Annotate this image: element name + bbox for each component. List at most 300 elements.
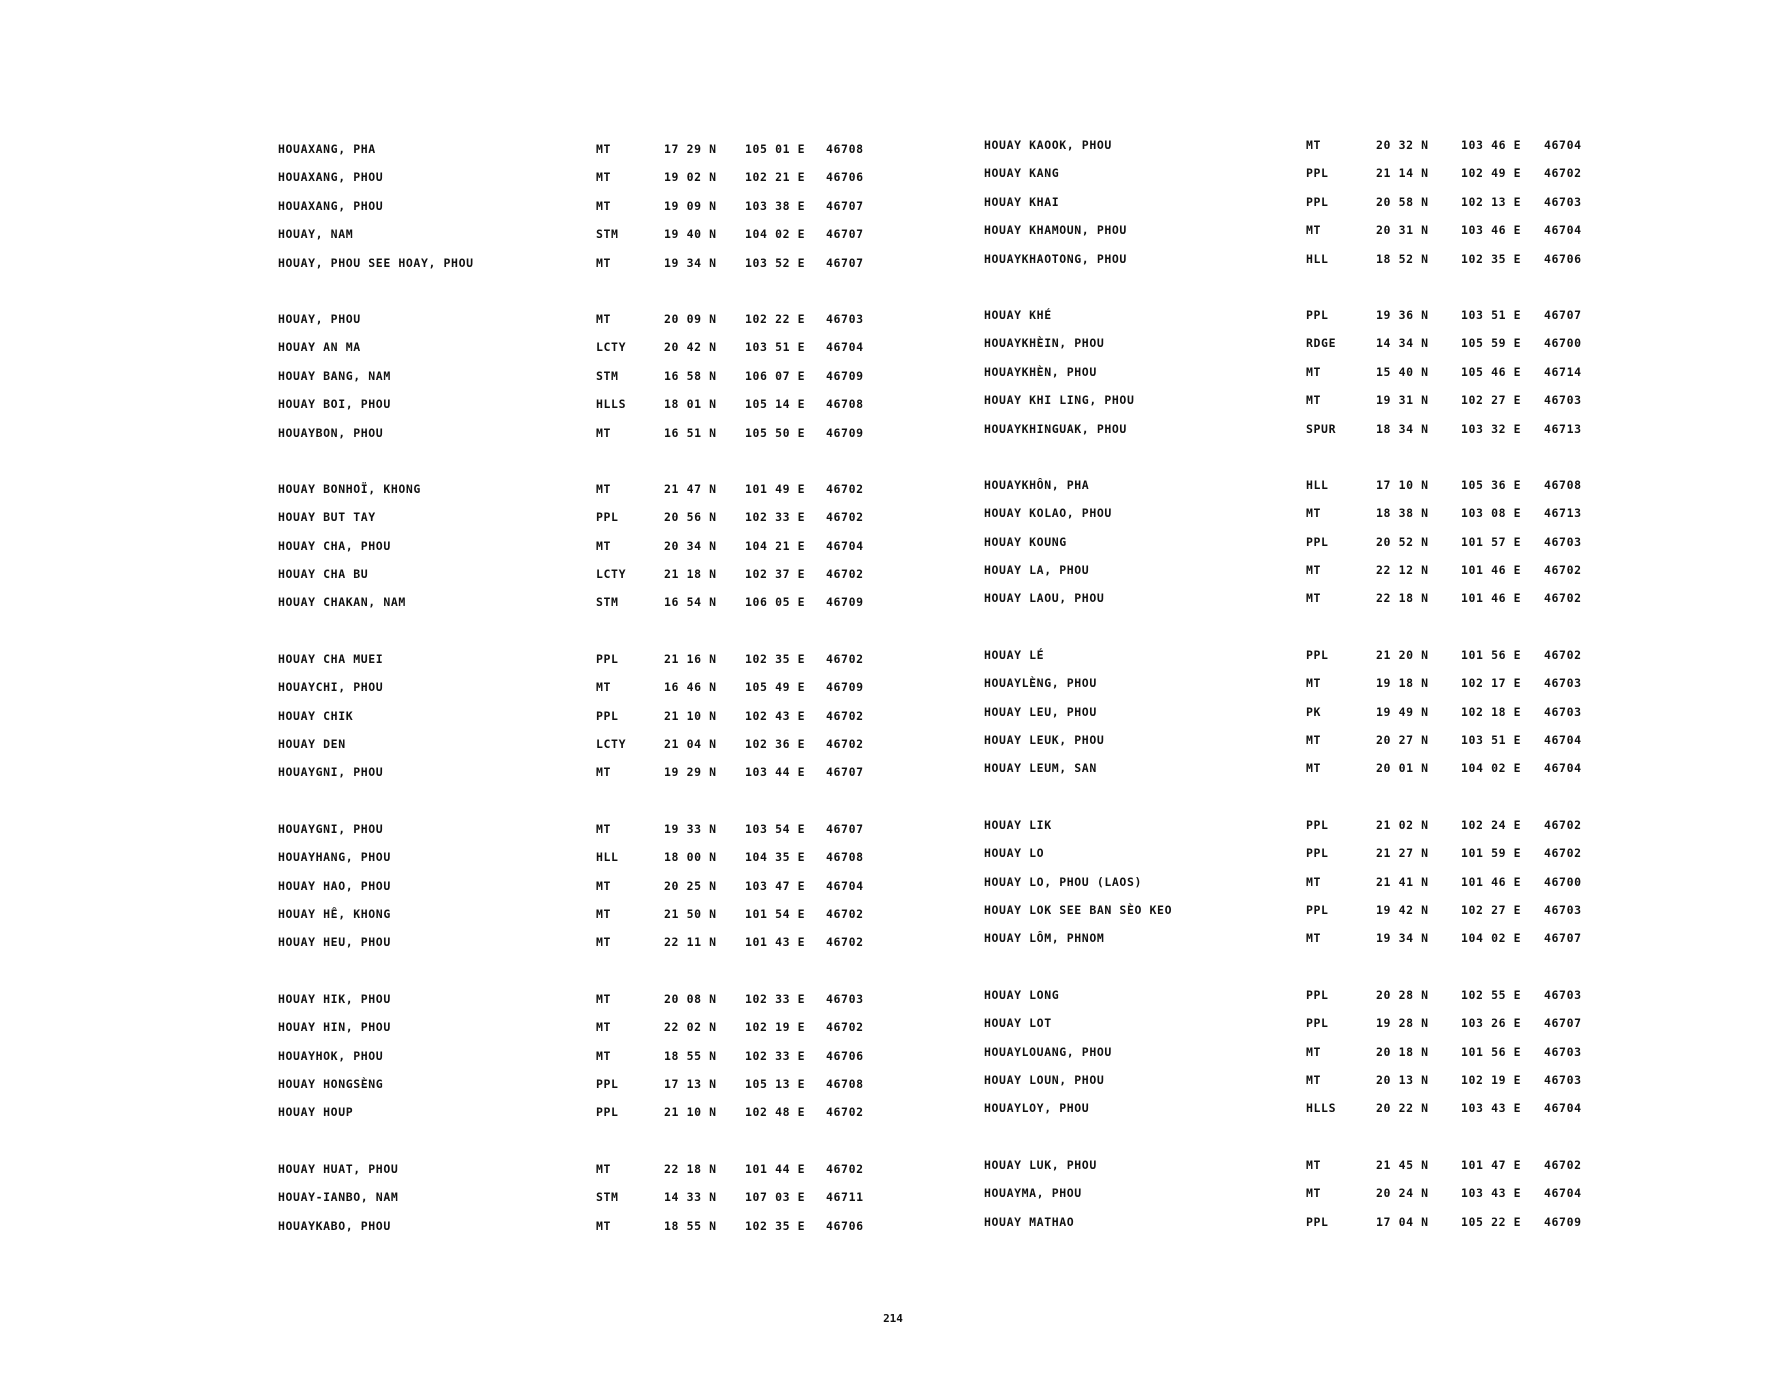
entry-row: [984, 134, 1664, 162]
longitude: 102 18 E: [1461, 704, 1522, 719]
place-name: HOUAY CHA BU: [278, 567, 369, 582]
map-code: 46702: [826, 1105, 864, 1120]
longitude: 105 14 E: [745, 397, 806, 412]
feature-type: PPL: [1306, 902, 1329, 917]
entry-row: [984, 332, 1664, 360]
entry-row: [984, 1097, 1664, 1125]
entry-row: [984, 757, 1664, 785]
map-code: 46702: [1544, 846, 1582, 861]
entry-row: [984, 418, 1664, 446]
latitude: 16 58 N: [664, 368, 717, 383]
map-code: 46702: [826, 651, 864, 666]
entry-row: [984, 984, 1664, 1012]
place-name: HOUAYBON, PHOU: [278, 425, 384, 440]
entry-row: [278, 422, 958, 450]
longitude: 102 35 E: [745, 651, 806, 666]
entry-group: [278, 988, 958, 1130]
entry-group: [984, 304, 1664, 446]
map-code: 46713: [1544, 506, 1582, 521]
longitude: 102 27 E: [1461, 902, 1522, 917]
feature-type: MT: [596, 906, 612, 921]
place-name: HOUAY HAO, PHOU: [278, 878, 391, 893]
longitude: 102 22 E: [745, 311, 806, 326]
latitude: 18 34 N: [1376, 421, 1429, 436]
longitude: 101 56 E: [1461, 647, 1522, 662]
feature-type: MT: [1306, 733, 1322, 748]
entry-row: [984, 1069, 1664, 1097]
map-code: 46709: [1544, 1214, 1582, 1229]
latitude: 21 16 N: [664, 651, 717, 666]
longitude: 102 37 E: [745, 567, 806, 582]
entry-row: [984, 162, 1664, 190]
place-name: HOUAY LEUK, PHOU: [984, 733, 1105, 748]
map-code: 46706: [826, 1218, 864, 1233]
longitude: 104 02 E: [1461, 931, 1522, 946]
longitude: 102 49 E: [1461, 166, 1522, 181]
feature-type: STM: [596, 1190, 619, 1205]
map-code: 46704: [1544, 733, 1582, 748]
entry-row: [278, 846, 958, 874]
entry-row: [278, 478, 958, 506]
feature-type: MT: [596, 935, 612, 950]
latitude: 19 34 N: [664, 255, 717, 270]
feature-type: MT: [1306, 676, 1322, 691]
longitude: 102 35 E: [1461, 251, 1522, 266]
feature-type: MT: [1306, 1044, 1322, 1059]
map-code: 46703: [1544, 704, 1582, 719]
feature-type: PPL: [1306, 1214, 1329, 1229]
entry-row: [278, 1045, 958, 1073]
feature-type: MT: [596, 142, 612, 156]
place-name: HOUAY BANG, NAM: [278, 368, 391, 383]
place-name: HOUAXANG, PHOU: [278, 170, 384, 185]
entry-row: [278, 393, 958, 421]
feature-type: SPUR: [1306, 421, 1337, 436]
entry-row: [278, 931, 958, 959]
map-code: 46702: [826, 1161, 864, 1176]
map-code: 46707: [826, 198, 864, 213]
feature-type: PPL: [1306, 647, 1329, 662]
entry-group: [984, 644, 1664, 786]
entry-row: [984, 248, 1664, 276]
longitude: 103 43 E: [1461, 1186, 1522, 1201]
place-name: HOUAY KAOOK, PHOU: [984, 138, 1112, 152]
entry-group: [278, 138, 958, 280]
latitude: 19 42 N: [1376, 902, 1429, 917]
entry-row: [278, 563, 958, 591]
longitude: 102 33 E: [745, 510, 806, 525]
longitude: 102 35 E: [745, 1218, 806, 1233]
entry-row: [278, 336, 958, 364]
map-code: 46707: [826, 255, 864, 270]
latitude: 22 02 N: [664, 1020, 717, 1035]
map-code: 46706: [826, 170, 864, 185]
place-name: HOUAY LÉ: [984, 647, 1045, 662]
map-code: 46706: [826, 1048, 864, 1063]
feature-type: MT: [596, 170, 612, 185]
map-code: 46704: [1544, 761, 1582, 776]
feature-type: MT: [596, 198, 612, 213]
entry-group: [278, 1158, 958, 1243]
longitude: 103 26 E: [1461, 1016, 1522, 1031]
latitude: 20 24 N: [1376, 1186, 1429, 1201]
place-name: HOUAY HIN, PHOU: [278, 1020, 391, 1035]
place-name: HOUAY CHA MUEI: [278, 651, 384, 666]
place-name: HOUAY LEU, PHOU: [984, 704, 1097, 719]
feature-type: MT: [596, 481, 612, 496]
entry-row: [984, 361, 1664, 389]
entry-row: [984, 1211, 1664, 1239]
map-code: 46703: [826, 311, 864, 326]
longitude: 101 46 E: [1461, 874, 1522, 889]
feature-type: MT: [596, 821, 612, 836]
map-code: 46708: [1544, 477, 1582, 492]
place-name: HOUAYCHI, PHOU: [278, 680, 384, 695]
place-name: HOUAY LONG: [984, 987, 1060, 1002]
longitude: 102 19 E: [1461, 1072, 1522, 1087]
longitude: 104 02 E: [745, 227, 806, 242]
place-name: HOUAY KHAMOUN, PHOU: [984, 223, 1127, 238]
longitude: 102 24 E: [1461, 817, 1522, 832]
map-code: 46702: [826, 510, 864, 525]
latitude: 15 40 N: [1376, 364, 1429, 379]
latitude: 21 27 N: [1376, 846, 1429, 861]
feature-type: LCTY: [596, 737, 627, 752]
latitude: 20 31 N: [1376, 223, 1429, 238]
map-code: 46711: [826, 1190, 864, 1205]
entry-group: [278, 308, 958, 450]
latitude: 20 01 N: [1376, 761, 1429, 776]
longitude: 103 32 E: [1461, 421, 1522, 436]
place-name: HOUAY AN MA: [278, 340, 361, 355]
entry-row: [984, 219, 1664, 247]
latitude: 18 01 N: [664, 397, 717, 412]
map-code: 46703: [1544, 534, 1582, 549]
feature-type: MT: [1306, 223, 1322, 238]
place-name: HOUAY LAOU, PHOU: [984, 591, 1105, 606]
place-name: HOUAY BONHOÏ, KHONG: [278, 481, 421, 496]
map-code: 46704: [1544, 1101, 1582, 1116]
latitude: 19 02 N: [664, 170, 717, 185]
entry-row: [278, 733, 958, 761]
map-code: 46704: [1544, 138, 1582, 152]
place-name: HOUAY DEN: [278, 737, 346, 752]
longitude: 101 57 E: [1461, 534, 1522, 549]
latitude: 16 46 N: [664, 680, 717, 695]
place-name: HOUAY CHIK: [278, 708, 354, 723]
entry-row: [984, 814, 1664, 842]
feature-type: STM: [596, 368, 619, 383]
map-code: 46700: [1544, 874, 1582, 889]
latitude: 17 04 N: [1376, 1214, 1429, 1229]
place-name: HOUAY LIK: [984, 817, 1052, 832]
map-code: 46702: [826, 906, 864, 921]
map-code: 46707: [826, 821, 864, 836]
longitude: 101 47 E: [1461, 1157, 1522, 1172]
entry-row: [984, 531, 1664, 559]
longitude: 101 44 E: [745, 1161, 806, 1176]
entry-row: [984, 644, 1664, 672]
feature-type: MT: [596, 765, 612, 780]
longitude: 101 54 E: [745, 906, 806, 921]
entry-row: [278, 535, 958, 563]
map-code: 46707: [1544, 931, 1582, 946]
entry-row: [984, 701, 1664, 729]
left-column: [278, 138, 958, 1271]
place-name: HOUAY LOT: [984, 1016, 1052, 1031]
latitude: 20 34 N: [664, 538, 717, 553]
feature-type: HLLS: [1306, 1101, 1337, 1116]
longitude: 106 05 E: [745, 595, 806, 610]
place-name: HOUAY KHÉ: [984, 307, 1052, 322]
latitude: 14 34 N: [1376, 336, 1429, 351]
latitude: 21 14 N: [1376, 166, 1429, 181]
feature-type: LCTY: [596, 340, 627, 355]
feature-type: LCTY: [596, 567, 627, 582]
longitude: 102 13 E: [1461, 194, 1522, 209]
feature-type: PPL: [1306, 534, 1329, 549]
entry-row: [984, 389, 1664, 417]
longitude: 103 51 E: [745, 340, 806, 355]
latitude: 21 45 N: [1376, 1157, 1429, 1172]
place-name: HOUAY HEU, PHOU: [278, 935, 391, 950]
latitude: 20 58 N: [1376, 194, 1429, 209]
entry-row: [984, 1012, 1664, 1040]
latitude: 19 18 N: [1376, 676, 1429, 691]
longitude: 105 01 E: [745, 142, 806, 156]
feature-type: MT: [1306, 1072, 1322, 1087]
place-name: HOUAXANG, PHOU: [278, 198, 384, 213]
entry-row: [984, 1041, 1664, 1069]
longitude: 105 13 E: [745, 1076, 806, 1091]
place-name: HOUAXANG, PHA: [278, 142, 376, 156]
place-name: HOUAY LOUN, PHOU: [984, 1072, 1105, 1087]
entry-group: [278, 478, 958, 620]
feature-type: MT: [1306, 761, 1322, 776]
map-code: 46708: [826, 397, 864, 412]
place-name: HOUAY KHI LING, PHOU: [984, 393, 1135, 408]
longitude: 103 46 E: [1461, 138, 1522, 152]
feature-type: MT: [1306, 393, 1322, 408]
feature-type: MT: [1306, 1157, 1322, 1172]
feature-type: MT: [1306, 931, 1322, 946]
latitude: 17 13 N: [664, 1076, 717, 1091]
entry-row: [278, 875, 958, 903]
map-code: 46703: [1544, 194, 1582, 209]
place-name: HOUAY LEUM, SAN: [984, 761, 1097, 776]
map-code: 46703: [1544, 393, 1582, 408]
longitude: 105 22 E: [1461, 1214, 1522, 1229]
feature-type: PPL: [596, 708, 619, 723]
map-code: 46708: [826, 1076, 864, 1091]
place-name: HOUAY KHAI: [984, 194, 1060, 209]
map-code: 46702: [1544, 817, 1582, 832]
longitude: 102 33 E: [745, 1048, 806, 1063]
latitude: 18 55 N: [664, 1048, 717, 1063]
longitude: 103 54 E: [745, 821, 806, 836]
feature-type: MT: [596, 1161, 612, 1176]
longitude: 105 50 E: [745, 425, 806, 440]
latitude: 18 38 N: [1376, 506, 1429, 521]
latitude: 20 32 N: [1376, 138, 1429, 152]
place-name: HOUAY LOK SEE BAN SÈO KEO: [984, 902, 1173, 917]
feature-type: PPL: [596, 510, 619, 525]
latitude: 20 22 N: [1376, 1101, 1429, 1116]
longitude: 103 51 E: [1461, 307, 1522, 322]
place-name: HOUAY HUAT, PHOU: [278, 1161, 399, 1176]
entry-group: [984, 474, 1664, 616]
latitude: 21 20 N: [1376, 647, 1429, 662]
entry-group: [278, 648, 958, 790]
longitude: 102 36 E: [745, 737, 806, 752]
feature-type: STM: [596, 595, 619, 610]
place-name: HOUAYKHAOTONG, PHOU: [984, 251, 1127, 266]
page-number: 214: [883, 1312, 903, 1325]
latitude: 18 00 N: [664, 850, 717, 865]
entry-row: [278, 195, 958, 223]
longitude: 104 02 E: [1461, 761, 1522, 776]
latitude: 20 08 N: [664, 991, 717, 1006]
entry-row: [984, 191, 1664, 219]
entry-row: [984, 899, 1664, 927]
longitude: 101 49 E: [745, 481, 806, 496]
place-name: HOUAY, PHOU SEE HOAY, PHOU: [278, 255, 474, 270]
map-code: 46707: [1544, 1016, 1582, 1031]
feature-type: MT: [1306, 506, 1322, 521]
place-name: HOUAY LO, PHOU (LAOS): [984, 874, 1142, 889]
entry-row: [278, 676, 958, 704]
entry-row: [984, 474, 1664, 502]
entry-group: [984, 814, 1664, 956]
feature-type: HLLS: [596, 397, 627, 412]
feature-type: PPL: [1306, 817, 1329, 832]
entry-row: [984, 927, 1664, 955]
latitude: 20 27 N: [1376, 733, 1429, 748]
feature-type: HLL: [596, 850, 619, 865]
latitude: 21 04 N: [664, 737, 717, 752]
place-name: HOUAYHOK, PHOU: [278, 1048, 384, 1063]
map-code: 46708: [826, 142, 864, 156]
place-name: HOUAYHANG, PHOU: [278, 850, 391, 865]
latitude: 17 10 N: [1376, 477, 1429, 492]
place-name: HOUAYKHINGUAK, PHOU: [984, 421, 1127, 436]
latitude: 22 18 N: [664, 1161, 717, 1176]
longitude: 101 43 E: [745, 935, 806, 950]
feature-type: PPL: [1306, 166, 1329, 181]
place-name: HOUAY CHA, PHOU: [278, 538, 391, 553]
longitude: 102 17 E: [1461, 676, 1522, 691]
place-name: HOUAYLOUANG, PHOU: [984, 1044, 1112, 1059]
latitude: 18 52 N: [1376, 251, 1429, 266]
feature-type: HLL: [1306, 251, 1329, 266]
place-name: HOUAYGNI, PHOU: [278, 821, 384, 836]
latitude: 20 52 N: [1376, 534, 1429, 549]
feature-type: MT: [596, 425, 612, 440]
entry-row: [278, 166, 958, 194]
map-code: 46702: [1544, 1157, 1582, 1172]
entry-group: [278, 818, 958, 960]
longitude: 107 03 E: [745, 1190, 806, 1205]
map-code: 46700: [1544, 336, 1582, 351]
longitude: 102 21 E: [745, 170, 806, 185]
feature-type: PPL: [1306, 307, 1329, 322]
place-name: HOUAY-IANBO, NAM: [278, 1190, 399, 1205]
longitude: 103 52 E: [745, 255, 806, 270]
map-code: 46703: [1544, 1072, 1582, 1087]
place-name: HOUAYKHÈIN, PHOU: [984, 336, 1105, 351]
feature-type: PPL: [1306, 987, 1329, 1002]
map-code: 46703: [1544, 902, 1582, 917]
map-code: 46709: [826, 680, 864, 695]
latitude: 21 50 N: [664, 906, 717, 921]
latitude: 18 55 N: [664, 1218, 717, 1233]
map-code: 46702: [826, 935, 864, 950]
map-code: 46702: [826, 708, 864, 723]
longitude: 101 46 E: [1461, 563, 1522, 578]
longitude: 106 07 E: [745, 368, 806, 383]
latitude: 17 29 N: [664, 142, 717, 156]
feature-type: MT: [596, 311, 612, 326]
latitude: 19 49 N: [1376, 704, 1429, 719]
entry-group: [984, 1154, 1664, 1239]
entry-row: [984, 304, 1664, 332]
place-name: HOUAYLOY, PHOU: [984, 1101, 1090, 1116]
map-code: 46702: [1544, 591, 1582, 606]
longitude: 105 46 E: [1461, 364, 1522, 379]
place-name: HOUAYMA, PHOU: [984, 1186, 1082, 1201]
entry-row: [278, 1158, 958, 1186]
entry-row: [278, 308, 958, 336]
map-code: 46706: [1544, 251, 1582, 266]
longitude: 101 46 E: [1461, 591, 1522, 606]
place-name: HOUAYLÈNG, PHOU: [984, 676, 1097, 691]
feature-type: PPL: [1306, 1016, 1329, 1031]
latitude: 20 09 N: [664, 311, 717, 326]
place-name: HOUAY KANG: [984, 166, 1060, 181]
latitude: 14 33 N: [664, 1190, 717, 1205]
longitude: 101 56 E: [1461, 1044, 1522, 1059]
entry-row: [278, 1016, 958, 1044]
place-name: HOUAY HÊ, KHONG: [278, 906, 391, 921]
place-name: HOUAY BOI, PHOU: [278, 397, 391, 412]
latitude: 19 09 N: [664, 198, 717, 213]
map-code: 46704: [826, 878, 864, 893]
latitude: 16 51 N: [664, 425, 717, 440]
place-name: HOUAY, NAM: [278, 227, 354, 242]
map-code: 46704: [826, 538, 864, 553]
entry-row: [278, 1073, 958, 1101]
latitude: 21 18 N: [664, 567, 717, 582]
longitude: 103 43 E: [1461, 1101, 1522, 1116]
feature-type: MT: [596, 878, 612, 893]
right-column: [984, 134, 1664, 1267]
entry-row: [984, 1182, 1664, 1210]
longitude: 103 08 E: [1461, 506, 1522, 521]
latitude: 20 42 N: [664, 340, 717, 355]
place-name: HOUAYKHÈN, PHOU: [984, 364, 1097, 379]
longitude: 103 44 E: [745, 765, 806, 780]
longitude: 102 27 E: [1461, 393, 1522, 408]
entry-row: [278, 988, 958, 1016]
longitude: 104 35 E: [745, 850, 806, 865]
place-name: HOUAY CHAKAN, NAM: [278, 595, 406, 610]
latitude: 19 36 N: [1376, 307, 1429, 322]
place-name: HOUAY, PHOU: [278, 311, 361, 326]
map-code: 46702: [826, 1020, 864, 1035]
longitude: 103 38 E: [745, 198, 806, 213]
latitude: 20 13 N: [1376, 1072, 1429, 1087]
latitude: 20 25 N: [664, 878, 717, 893]
